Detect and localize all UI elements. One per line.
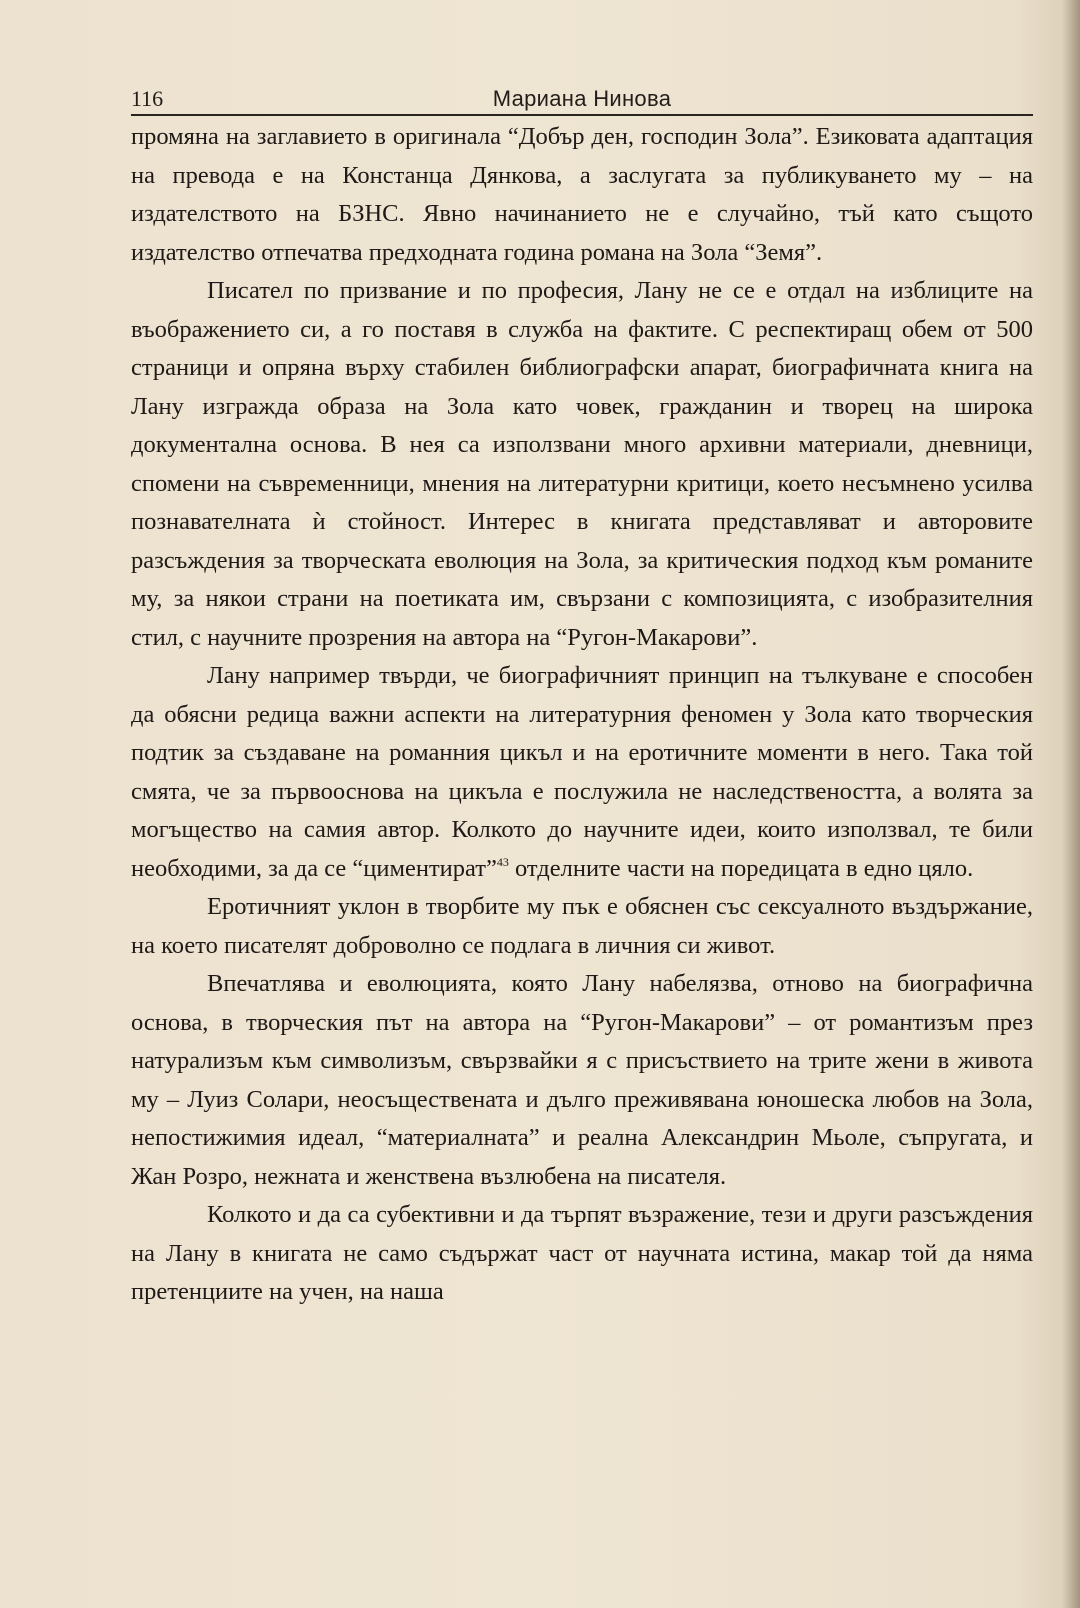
page-edge-shadow bbox=[1062, 0, 1080, 1608]
paragraph-3 bbox=[131, 657, 1033, 888]
body-text bbox=[131, 118, 1033, 1312]
paragraph-3-text: Лану например твърди, че биографичният принцип на тълкуване е способен да обясни редица важни аспекти на литературния феномен у Зола като творческия подтик за създаване на романния цикъл и на еротичните моменти в него. Така той смята, че за първооснова на цикъла е послужила не наследствеността, а волята за могъщество на самия автор. Колкото до научните идеи, които използвал, те били необходими, за да се “циментират” bbox=[131, 662, 1033, 882]
running-head bbox=[131, 80, 1033, 116]
paragraph-6: Колкото и да са субективни и да търпят възражение, тези и други разсъждения на Лану в книгата не само съдържат част от научната истина, макар той да няма претенциите на учен, на наша bbox=[131, 1201, 1033, 1305]
paragraph-continued: промяна на заглавието в оригинала “Добър ден, господин Зола”. Езиковата адаптация на превода е на Констанца Дянкова, а заслугата за публикуването му – на издателството на БЗНС. Явно начинанието не е случайно, тъй като същото издателство отпечатва предходната година романа на Зола “Земя”. bbox=[131, 123, 1033, 266]
paragraph-2: Писател по призвание и по професия, Лану не се е отдал на изблиците на въображението си, а го поставя в служба на фактите. С респектиращ обем от 500 страници и опряна върху стабилен библиографски апарат, биографичната книга на Лану изгражда образа на Зола като човек, гражданин и творец на широка документална основа. В нея са използвани много архивни материали, дневници, спомени на съвременници, мнения на литературни критици, което несъмнено усилва познавателната ѝ стойност. Интерес в книгата представляват и авторовите разсъждения за творческата еволюция на Зола, за критическия подход към романите му, за някои страни на поетиката им, свързани с композицията, с изобразителния стил, с научните прозрения на автора на “Ругон-Макарови”. bbox=[131, 277, 1033, 651]
paragraph-3-text-end: отделните части на поредицата в едно цяло. bbox=[508, 854, 974, 882]
running-title: Мариана Нинова bbox=[492, 86, 672, 111]
paragraph-4: Еротичният уклон в творбите му пък е обяснен със сексуалното въздържание, на което писателят доброволно се подлага в личния си живот. bbox=[131, 893, 1033, 959]
footnote-reference[interactable]: 43 bbox=[496, 854, 509, 869]
paragraph-5: Впечатлява и еволюцията, която Лану набелязва, отново на биографична основа, в творческия път на автора на “Ругон-Макарови” – от романтизъм през натурализъм към символизъм, свързвайки я с присъствието на трите жени в живота му – Луиз Солари, неосъществената и дълго преживявана юношеска любов на Зола, непостижимия идеал, “материалната” и реална Александрин Мьоле, съпругата, и Жан Розро, нежната и женствена възлюбена на писателя. bbox=[131, 970, 1033, 1190]
page-number: 116 bbox=[131, 86, 164, 111]
